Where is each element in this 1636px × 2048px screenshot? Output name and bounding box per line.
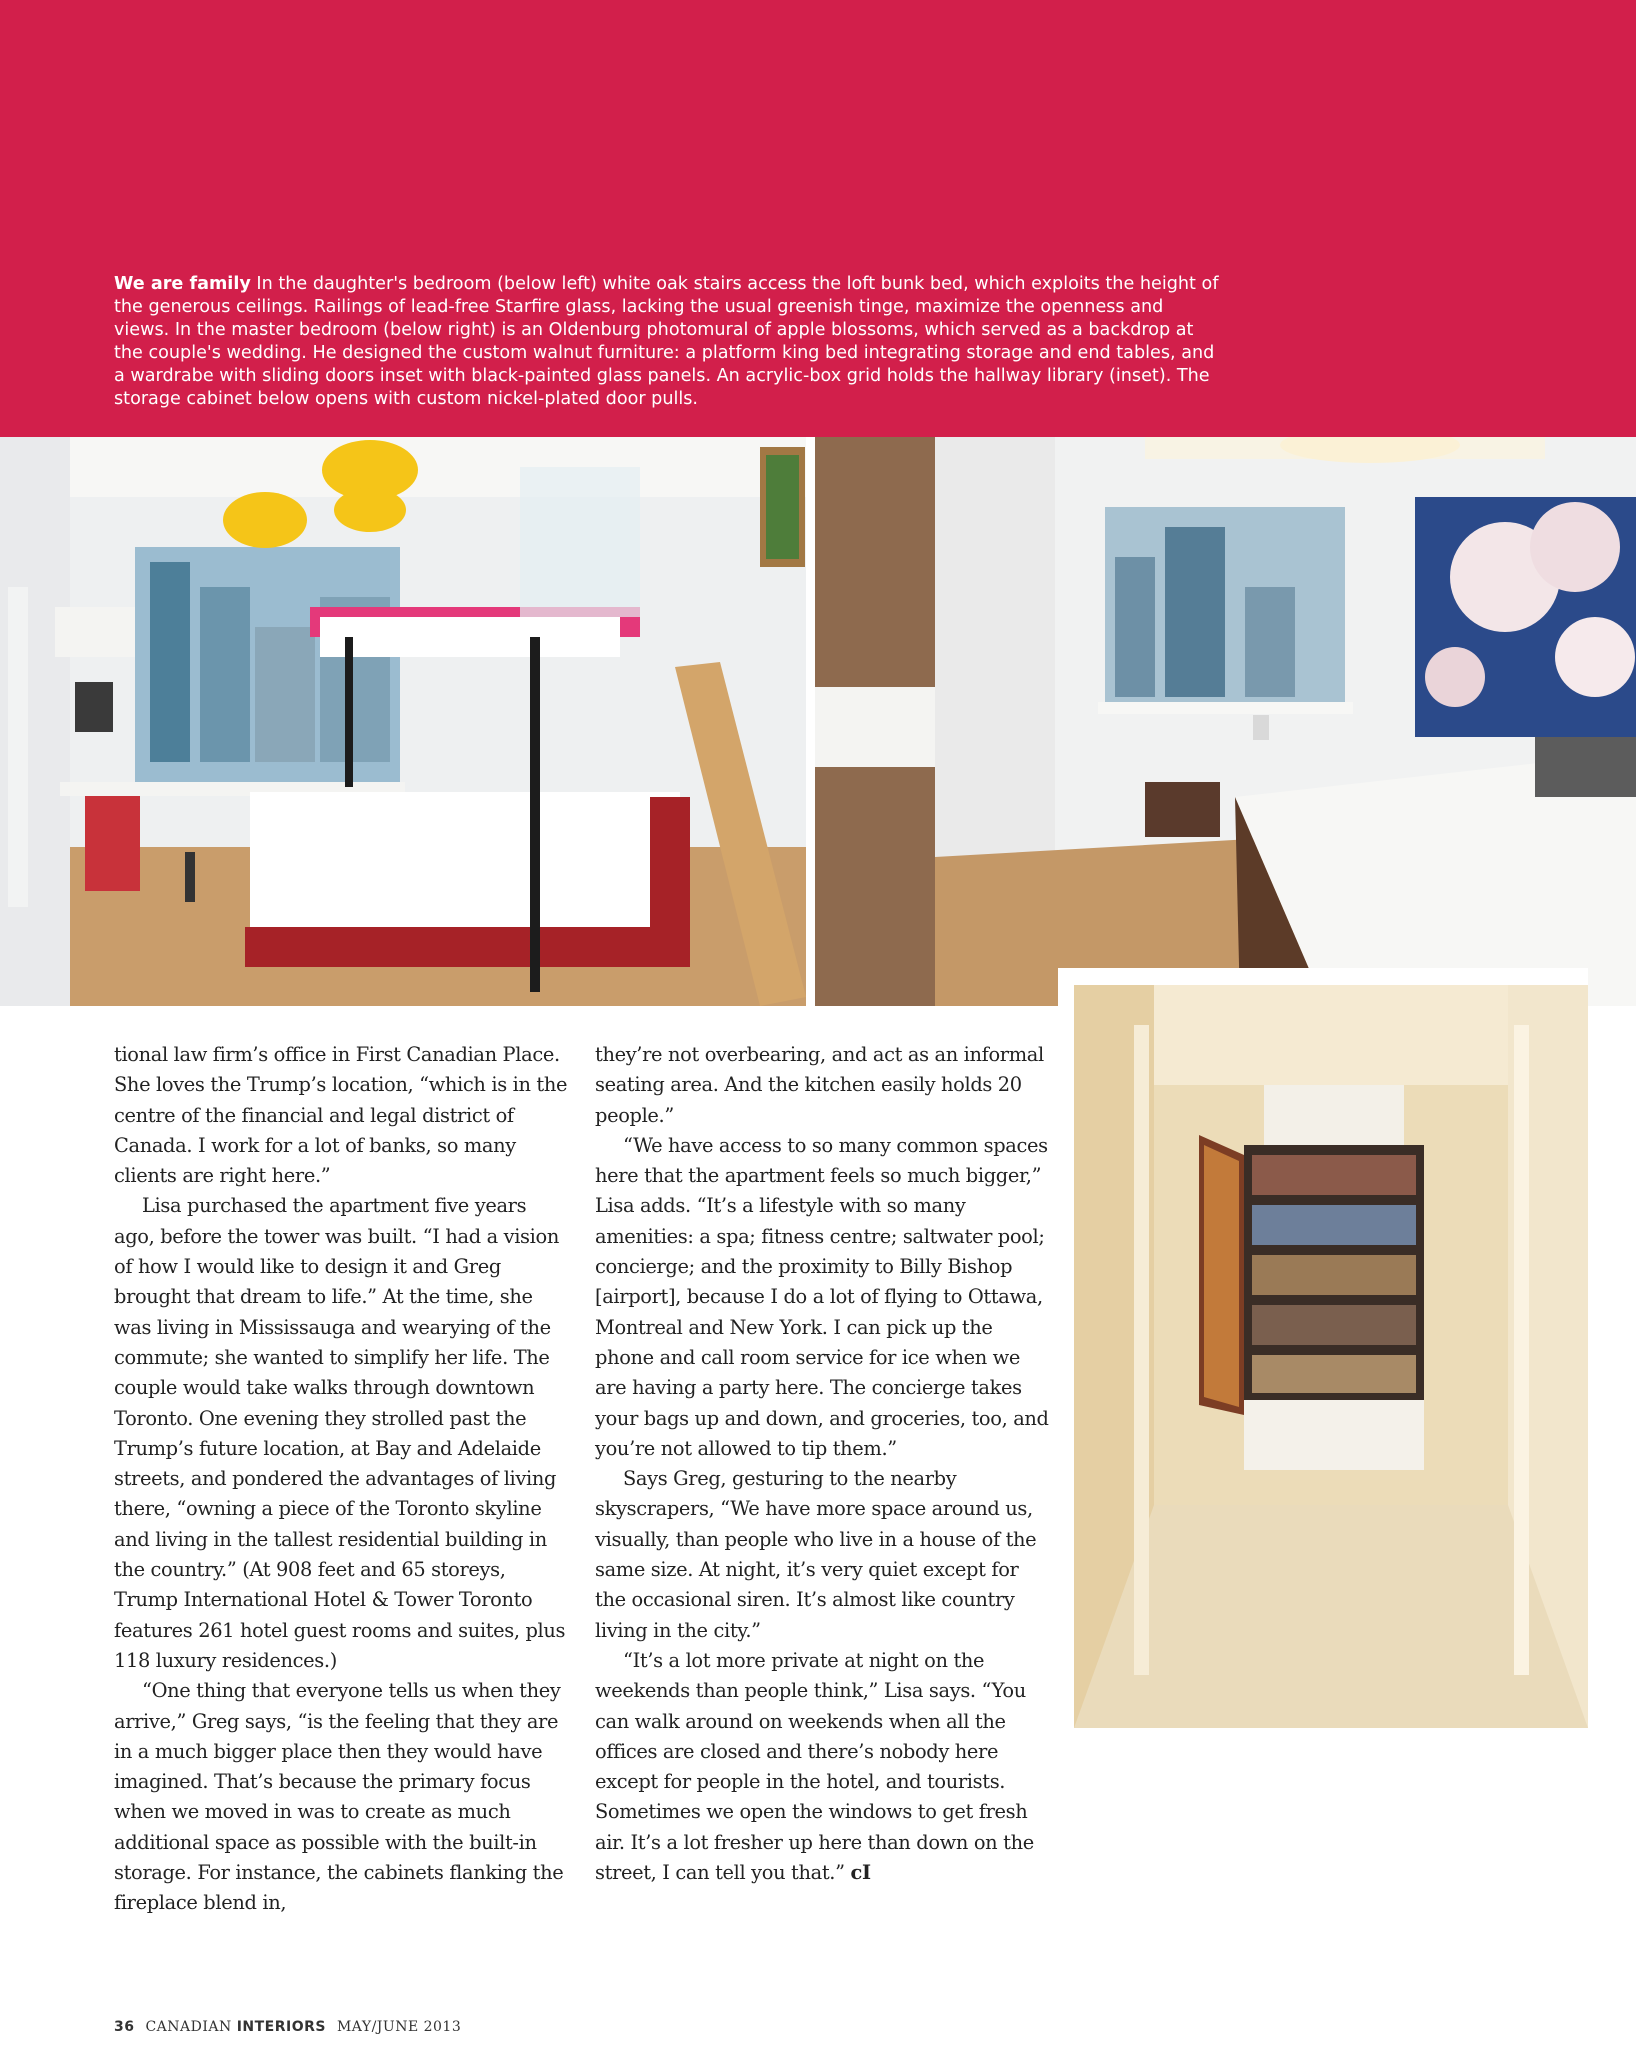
page-folio xyxy=(114,2019,461,2035)
magazine-name-bold: INTERIORS xyxy=(236,2019,326,2035)
paragraph: “We have access to so many common spaces here that the apartment feels so much bigger,” Lisa adds. “It’s a lifestyle with so many amenities: a spa; fitness centre; saltwater pool; concierge; and the proximity to Billy Bishop [airport], because I do a lot of flying to Ottawa, Montreal and New York. I can pick up the phone and call room service for ice when we are having a party here. The concierge takes your bags up and down, and groceries, too, and you’re not allowed to tip them.” xyxy=(595,1133,1049,1460)
caption-lead: We are family xyxy=(114,274,251,294)
paragraph: Lisa purchased the apartment five years ago, before the tower was built. “I had a vision of how I would like to design it and Greg brought that dream to life.” At the time, she was living in Mississauga and wearying of the commute; she wanted to simplify her life. The couple would take walks through downtown Toronto. One evening they strolled past the Trump’s future location, at Bay and Adelaide streets, and pondered the advantages of living there, “owning a piece of the Toronto skyline and living in the tallest residential building in the country.” (At 908 feet and 65 storeys, Trump International Hotel & Tower Toronto features 261 hotel guest rooms and suites, plus 118 luxury residences.) xyxy=(114,1194,566,1672)
photo-daughters-bedroom xyxy=(0,437,806,1006)
paragraph: “One thing that everyone tells us when they arrive,” Greg says, “is the feeling that they are in a much bigger place then they would have imagined. That’s because the primary focus when we moved in was to create as much additional space as possible with the built-in storage. For instance, the cabinets flanking the fireplace blend in, xyxy=(114,1679,564,1915)
master-bedroom-illustration xyxy=(815,437,1636,1006)
article-column-right xyxy=(595,1040,1050,1888)
photo-master-bedroom xyxy=(815,437,1636,1006)
caption-text: In the daughter's bedroom (below left) white oak stairs access the loft bunk bed, which exploits the height of the generous ceilings. Railings of lead-free Starfire glass, lacking the usual greenish tinge, maximize the openness and views. In the master bedroom (below right) is an Oldenburg photomural of apple blossoms, which served as a backdrop at the couple's wedding. He designed the custom walnut furniture: a platform king bed integrating storage and end tables, and a wardrabe with sliding doors inset with black-painted glass panels. An acrylic-box grid holds the hallway library (inset). The storage cabinet below opens with custom nickel-plated door pulls. xyxy=(114,274,1219,410)
photo-caption xyxy=(114,273,1224,412)
photo-hallway-library xyxy=(1074,985,1588,1728)
end-mark: cI xyxy=(850,1861,871,1885)
daughters-bedroom-illustration xyxy=(0,437,806,1006)
issue-date: MAY/JUNE 2013 xyxy=(336,2019,462,2035)
paragraph-final xyxy=(595,1646,1050,1888)
paragraph: Says Greg, gesturing to the nearby skyscrapers, “We have more space around us, visually, than people who live in a house of the same size. At night, it’s very quiet except for the occasional siren. It’s almost like country living in the city.” xyxy=(595,1467,1037,1642)
article-column-left xyxy=(114,1040,569,1919)
hallway-library-illustration xyxy=(1074,985,1588,1728)
paragraph-final-text: “It’s a lot more private at night on the weekends than people think,” Lisa says. “You can walk around on weekends when all the offices are closed and there’s nobody here except for people in the hotel, and tourists. Sometimes we open the windows to get fresh air. It’s a lot fresher up here than down on the street, I can tell you that.” xyxy=(595,1648,1034,1885)
magazine-name: CANADIAN xyxy=(145,2019,232,2035)
paragraph: they’re not overbearing, and act as an informal seating area. And the kitchen easily holds 20 people.” xyxy=(595,1043,1044,1127)
page-number: 36 xyxy=(114,2019,135,2035)
paragraph: tional law firm’s office in First Canadian Place. She loves the Trump’s location, “which is in the centre of the financial and legal district of Canada. I work for a lot of banks, so many clients are right here.” xyxy=(114,1043,568,1188)
